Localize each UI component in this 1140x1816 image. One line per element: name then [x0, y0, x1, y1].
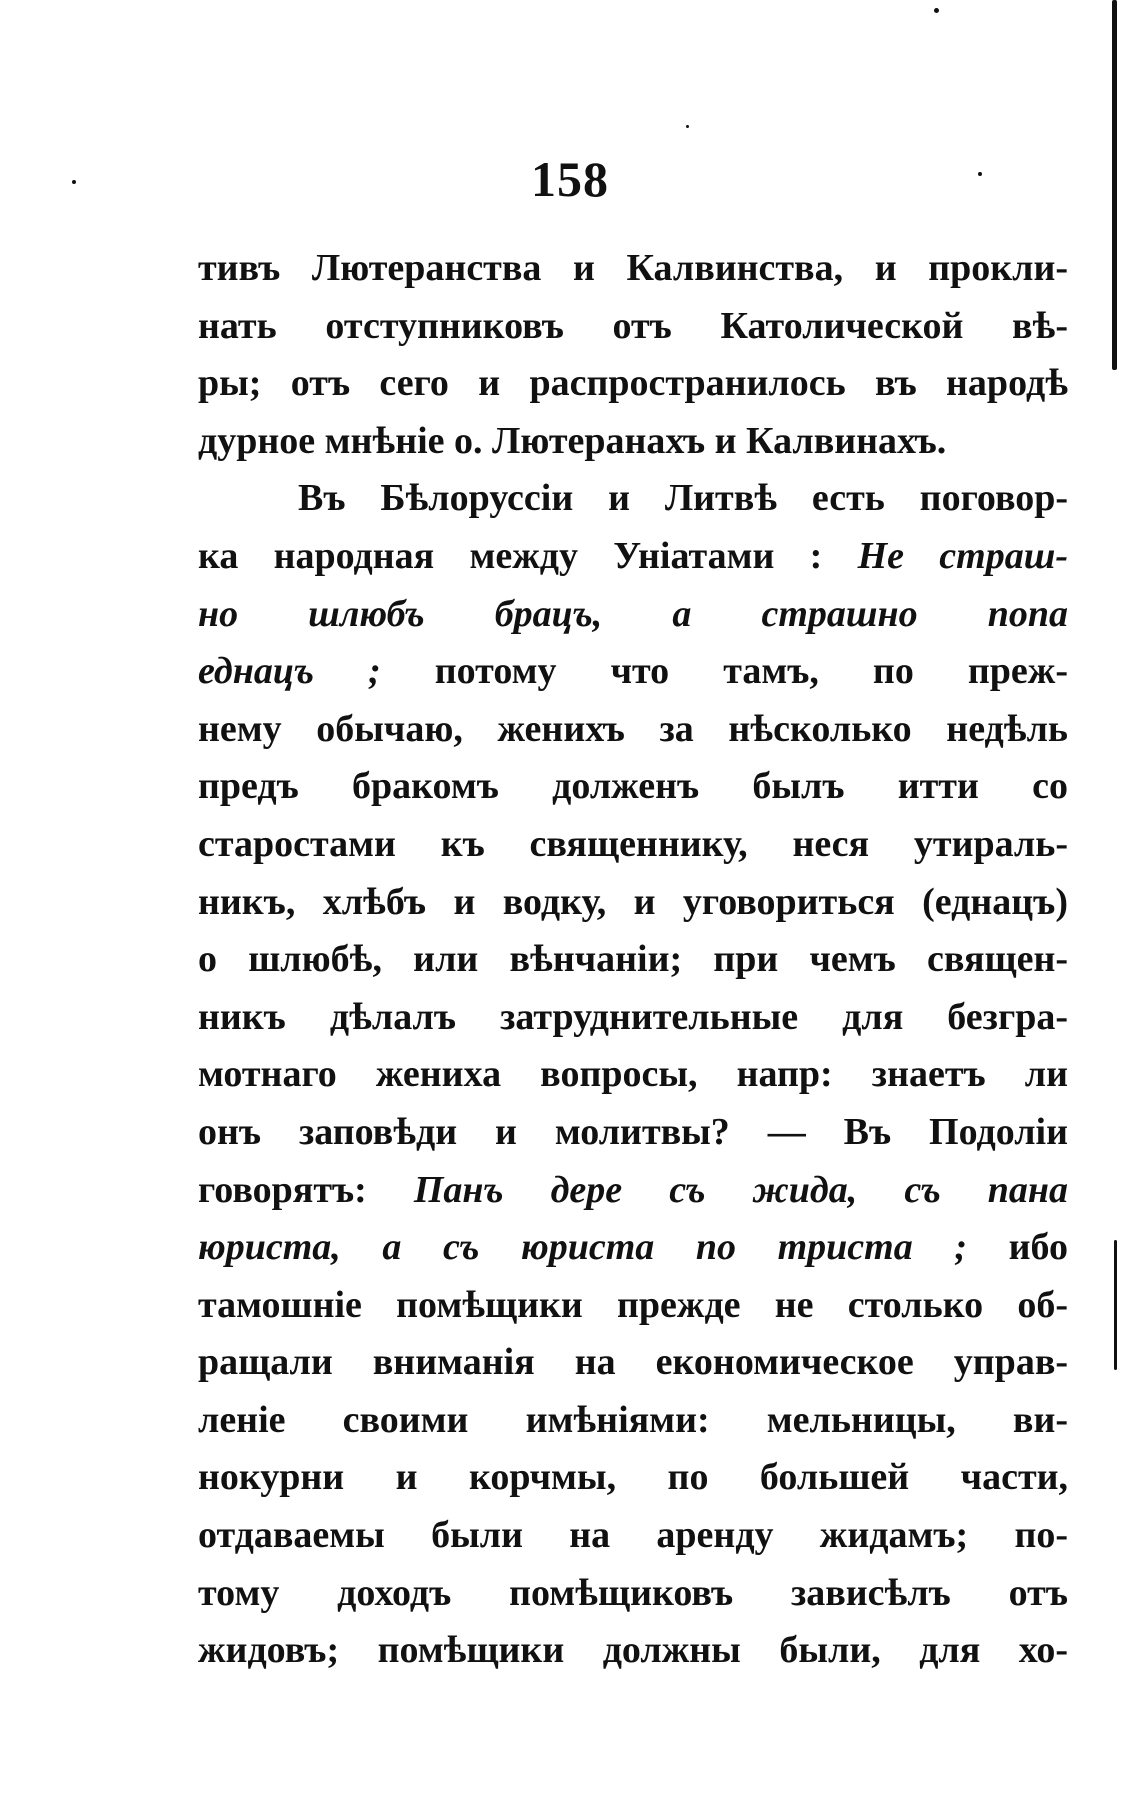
text-segment: дурное мнѣніе о. Лютеранахъ и Калвинахъ. — [198, 419, 947, 462]
text-segment: леніе своими имѣніями: мельницы, ви- — [198, 1398, 1068, 1441]
text-line — [198, 1104, 1068, 1162]
text-line — [198, 240, 1068, 298]
text-segment: о шлюбѣ, или вѣнчаніи; при чемъ священ- — [198, 938, 1068, 981]
text-segment: онъ заповѣди и молитвы? — Въ Подоліи — [198, 1110, 1068, 1153]
text-line — [198, 1277, 1068, 1335]
body-text — [198, 240, 1068, 1680]
text-line — [198, 816, 1068, 874]
text-line — [198, 643, 1068, 701]
text-segment: отдаваемы были на аренду жидамъ; по- — [198, 1514, 1068, 1557]
text-line — [198, 1334, 1068, 1392]
text-line — [198, 528, 1068, 586]
text-line — [198, 413, 1068, 471]
text-segment: никъ, хлѣбъ и водку, и уговориться (еднацъ) — [198, 880, 1068, 923]
text-line — [198, 701, 1068, 759]
text-segment: жидовъ; помѣщики должны были, для хо- — [198, 1629, 1068, 1672]
text-segment: потому что тамъ, по преж- — [380, 650, 1068, 693]
text-segment: нокурни и корчмы, по большей части, — [198, 1456, 1068, 1499]
page-number: 158 — [531, 151, 609, 207]
text-segment: старостами къ священнику, неся утираль- — [198, 822, 1068, 865]
text-segment: тому доходъ помѣщиковъ зависѣлъ отъ — [198, 1571, 1068, 1614]
text-line — [198, 1622, 1068, 1680]
text-segment: ибо — [967, 1226, 1068, 1269]
text-segment: тивъ Лютеранства и Калвинства, и прокли- — [198, 247, 1068, 289]
page-edge-mark-lower — [1114, 1240, 1117, 1370]
text-line — [198, 1046, 1068, 1104]
text-line — [198, 298, 1068, 356]
text-line — [198, 758, 1068, 816]
italic-text-segment: но шлюбъ брацъ, а страшно попа — [198, 592, 1068, 635]
text-line — [198, 1219, 1068, 1277]
text-line — [198, 931, 1068, 989]
text-segment: никъ дѣлалъ затруднительные для безгра- — [198, 995, 1068, 1038]
text-line — [198, 1392, 1068, 1450]
text-line — [198, 1507, 1068, 1565]
italic-text-segment: Панъ дере съ жида, съ пана — [413, 1168, 1068, 1211]
text-segment: ращали вниманія на економическое управ- — [198, 1341, 1068, 1384]
text-segment: говорятъ: — [198, 1168, 414, 1211]
text-segment: тамошніе помѣщики прежде не столько об- — [198, 1283, 1068, 1326]
ink-speck — [686, 125, 689, 128]
text-line — [198, 470, 1068, 528]
text-line — [198, 1565, 1068, 1623]
text-segment: нать отступниковъ отъ Католической вѣ- — [198, 304, 1068, 347]
text-segment: мотнаго жениха вопросы, напр: знаетъ ли — [198, 1053, 1068, 1096]
text-segment: ка народная между Уніатами : — [198, 534, 858, 577]
text-segment: ры; отъ сего и распространилось въ народѣ — [198, 362, 1068, 405]
italic-text-segment: еднацъ ; — [198, 650, 381, 693]
text-segment: Въ Бѣлоруссіи и Литвѣ есть поговор- — [298, 477, 1068, 520]
text-line — [198, 1449, 1068, 1507]
text-segment: нему обычаю, женихъ за нѣсколько недѣль — [198, 707, 1068, 750]
text-line — [198, 1162, 1068, 1220]
italic-text-segment: юриста, а съ юриста по триста ; — [198, 1226, 967, 1269]
ink-speck — [934, 8, 939, 13]
text-line — [198, 355, 1068, 413]
italic-text-segment: Не страш- — [857, 534, 1068, 577]
text-line — [198, 874, 1068, 932]
text-segment: предъ бракомъ долженъ былъ итти со — [198, 765, 1068, 808]
text-line — [198, 586, 1068, 644]
text-line — [198, 989, 1068, 1047]
